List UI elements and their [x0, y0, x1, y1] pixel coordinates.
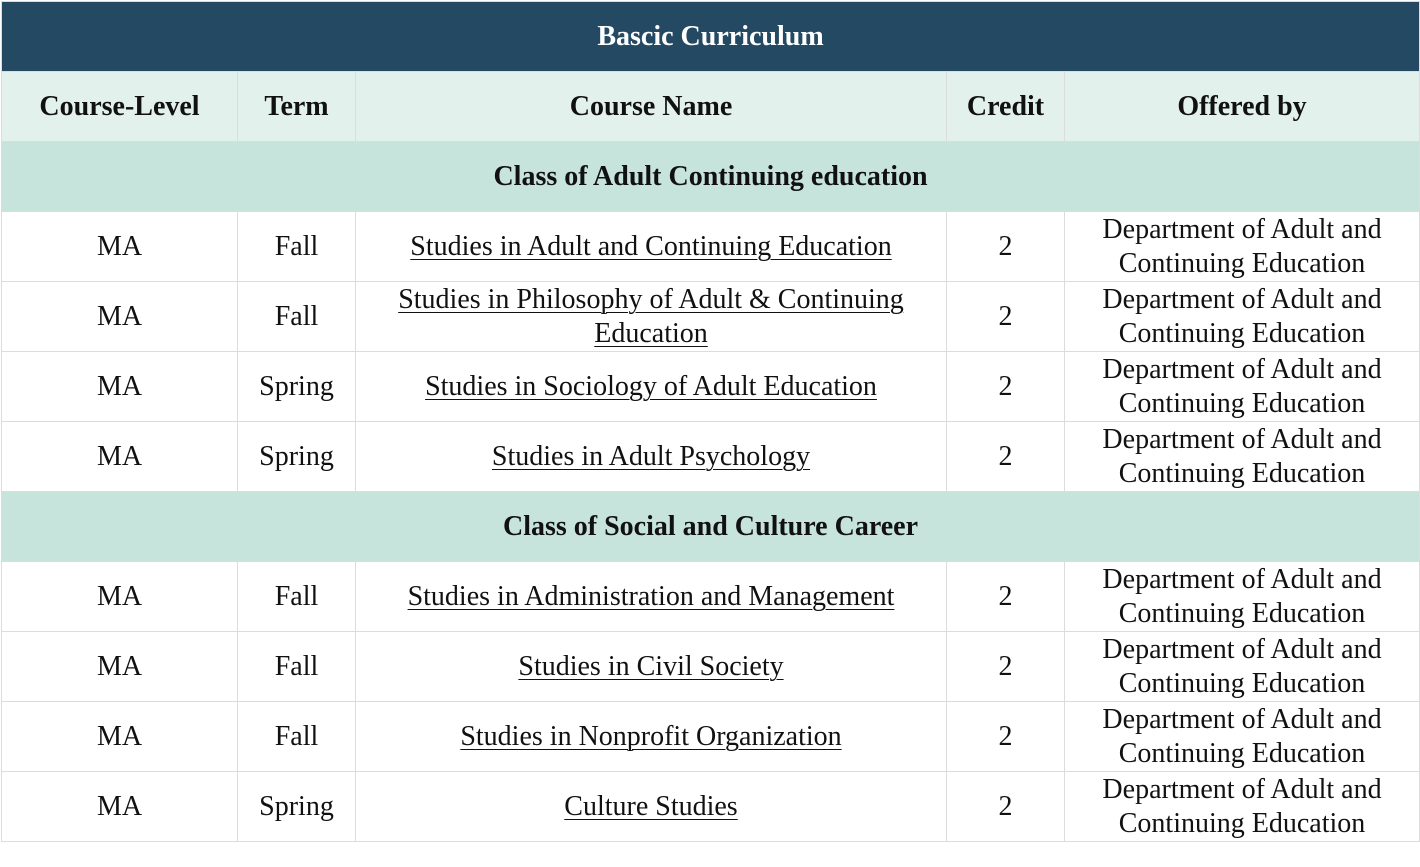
cell-credit: 2	[947, 562, 1065, 632]
cell-course-name	[356, 772, 947, 842]
cell-course-name	[356, 702, 947, 772]
cell-term: Fall	[238, 212, 356, 282]
course-link[interactable]: Studies in Nonprofit Organization	[460, 720, 842, 752]
cell-term: Fall	[238, 562, 356, 632]
cell-term: Fall	[238, 632, 356, 702]
header-credit: Credit	[947, 72, 1065, 142]
header-term: Term	[238, 72, 356, 142]
table-row	[2, 282, 1420, 352]
cell-course-name	[356, 352, 947, 422]
cell-term: Spring	[238, 772, 356, 842]
cell-offered-by: Department of Adult and Continuing Education	[1065, 702, 1420, 772]
cell-term: Spring	[238, 422, 356, 492]
column-header-row	[2, 72, 1420, 142]
title-row	[2, 2, 1420, 72]
cell-term: Fall	[238, 282, 356, 352]
table-row	[2, 702, 1420, 772]
cell-offered-by: Department of Adult and Continuing Education	[1065, 422, 1420, 492]
cell-offered-by: Department of Adult and Continuing Education	[1065, 352, 1420, 422]
course-link[interactable]: Culture Studies	[564, 790, 738, 822]
header-course-level: Course-Level	[2, 72, 238, 142]
section-label: Class of Adult Continuing education	[2, 142, 1420, 212]
table-row	[2, 632, 1420, 702]
table-row	[2, 422, 1420, 492]
cell-course-level: MA	[2, 632, 238, 702]
cell-course-name	[356, 422, 947, 492]
table-row	[2, 562, 1420, 632]
cell-course-level: MA	[2, 352, 238, 422]
cell-course-level: MA	[2, 282, 238, 352]
cell-course-level: MA	[2, 562, 238, 632]
cell-credit: 2	[947, 772, 1065, 842]
cell-course-name	[356, 562, 947, 632]
cell-offered-by: Department of Adult and Continuing Education	[1065, 632, 1420, 702]
table-title: Bascic Curriculum	[2, 2, 1420, 72]
cell-credit: 2	[947, 422, 1065, 492]
table-row	[2, 772, 1420, 842]
cell-credit: 2	[947, 212, 1065, 282]
table-body	[2, 142, 1420, 842]
cell-offered-by: Department of Adult and Continuing Education	[1065, 772, 1420, 842]
course-link[interactable]: Studies in Adult Psychology	[491, 440, 811, 472]
cell-course-level: MA	[2, 702, 238, 772]
cell-course-name	[356, 632, 947, 702]
cell-credit: 2	[947, 352, 1065, 422]
section-label: Class of Social and Culture Career	[2, 492, 1420, 562]
curriculum-table	[1, 1, 1420, 842]
cell-credit: 2	[947, 632, 1065, 702]
course-link[interactable]: Studies in Philosophy of Adult & Continuing Education	[398, 283, 904, 349]
section-row	[2, 492, 1420, 562]
course-link[interactable]: Studies in Sociology of Adult Education	[425, 370, 877, 402]
course-link[interactable]: Studies in Administration and Management	[407, 580, 895, 612]
cell-course-name	[356, 282, 947, 352]
section-row	[2, 142, 1420, 212]
cell-course-level: MA	[2, 772, 238, 842]
cell-credit: 2	[947, 702, 1065, 772]
header-course-name: Course Name	[356, 72, 947, 142]
course-link[interactable]: Studies in Adult and Continuing Education	[410, 230, 892, 262]
cell-offered-by: Department of Adult and Continuing Education	[1065, 562, 1420, 632]
table-row	[2, 352, 1420, 422]
cell-credit: 2	[947, 282, 1065, 352]
header-offered-by: Offered by	[1065, 72, 1420, 142]
cell-course-name	[356, 212, 947, 282]
cell-offered-by: Department of Adult and Continuing Education	[1065, 212, 1420, 282]
cell-term: Fall	[238, 702, 356, 772]
cell-course-level: MA	[2, 212, 238, 282]
cell-term: Spring	[238, 352, 356, 422]
cell-course-level: MA	[2, 422, 238, 492]
table-row	[2, 212, 1420, 282]
cell-offered-by: Department of Adult and Continuing Education	[1065, 282, 1420, 352]
course-link[interactable]: Studies in Civil Society	[518, 650, 784, 682]
